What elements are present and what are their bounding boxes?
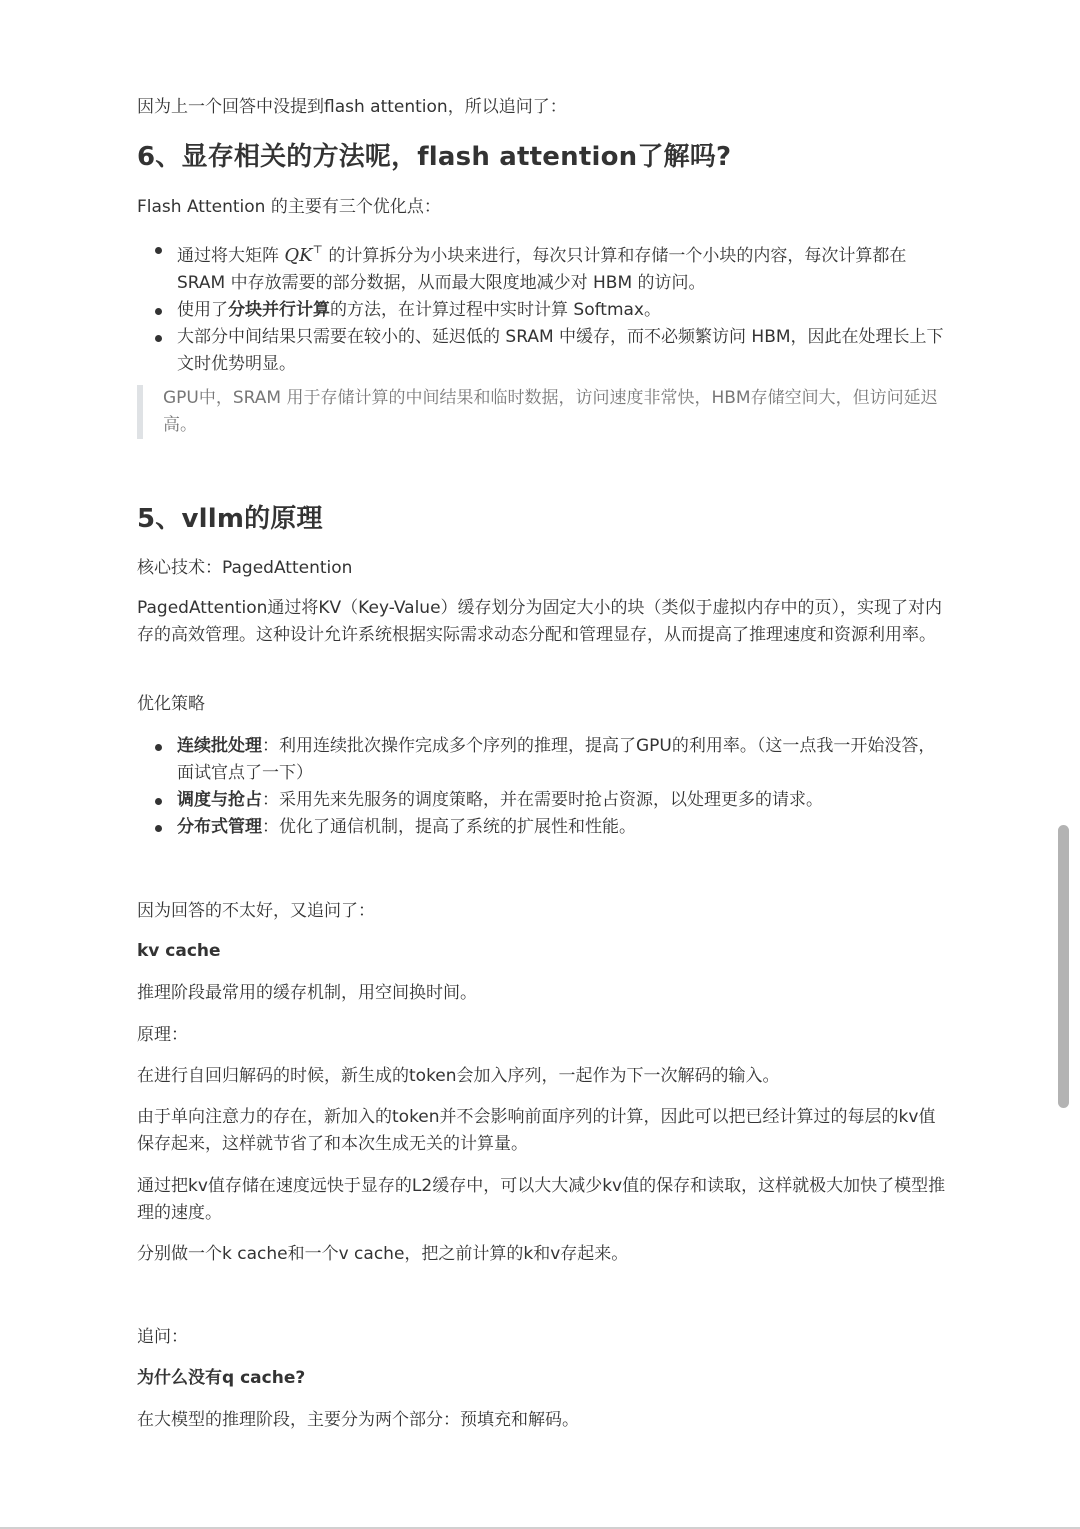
kv-summary: 推理阶段最常用的缓存机制，用空间换时间。 xyxy=(137,983,477,1003)
bullet-icon xyxy=(155,247,162,254)
list-item: 分布式管理：优化了通信机制，提高了系统的扩展性和性能。 xyxy=(177,814,947,841)
section5-heading: 5、vllm的原理 xyxy=(137,504,323,534)
kv-followup: 因为回答的不太好，又追问了： xyxy=(137,901,375,921)
q-followup: 追问： xyxy=(137,1327,188,1347)
list-item: 使用了分块并行计算的方法，在计算过程中实时计算 Softmax。 xyxy=(177,297,947,324)
bullet-icon xyxy=(155,825,162,832)
kv-paragraph-4: 分别做一个k cache和一个v cache，把之前计算的k和v存起来。 xyxy=(137,1244,629,1264)
bullet-icon xyxy=(155,744,162,751)
math-qk: QK⊤ xyxy=(284,243,323,266)
strategy-label: 优化策略 xyxy=(137,694,205,714)
section6-heading: 6、显存相关的方法呢，flash attention了解吗? xyxy=(137,142,732,172)
q-paragraph-1: 在大模型的推理阶段，主要分为两个部分：预填充和解码。 xyxy=(137,1410,579,1430)
bullet-icon xyxy=(155,308,162,315)
section6-lead: Flash Attention 的主要有三个优化点： xyxy=(137,197,441,217)
info-blockquote: GPU中，SRAM 用于存储计算的中间结果和临时数据，访问速度非常快，HBM存储空间大，但访问延迟高。 xyxy=(137,385,947,439)
kv-title: kv cache xyxy=(137,941,221,961)
bullet-icon xyxy=(155,798,162,805)
kv-paragraph-2: 由于单向注意力的存在，新加入的token并不会影响前面序列的计算，因此可以把已经计算过的每层的kv值保存起来，这样就节省了和本次生成无关的计算量。 xyxy=(137,1107,936,1154)
kv-paragraph-1: 在进行自回归解码的时候，新生成的token会加入序列，一起作为下一次解码的输入。 xyxy=(137,1066,780,1086)
bold-term: 分块并行计算 xyxy=(228,300,330,320)
q-title: 为什么没有q cache? xyxy=(137,1368,306,1388)
list-item: 大部分中间结果只需要在较小的、延迟低的 SRAM 中缓存，而不必频繁访问 HBM，因此在处理长上下文时优势明显。 xyxy=(177,324,947,378)
kv-paragraph-3: 通过把kv值存储在速度远快于显存的L2缓存中，可以大大减少kv值的保存和读取，这样就极大加快了模型推理的速度。 xyxy=(137,1176,946,1223)
list-item: 连续批处理：利用连续批次操作完成多个序列的推理，提高了GPU的利用率。（这一点我一开始没答，面试官点了一下） xyxy=(177,733,947,787)
core-tech-line: 核心技术：PagedAttention xyxy=(137,558,353,578)
paged-attention-paragraph: PagedAttention通过将KV（Key-Value）缓存划分为固定大小的块（类似于虚拟内存中的页），实现了对内存的高效管理。这种设计允许系统根据实际需求动态分配和管理显存，从而提高了推理速度和资源利用率。 xyxy=(137,598,943,645)
list-item: 通过将大矩阵 QK⊤ 的计算拆分为小块来进行，每次只计算和存储一个小块的内容，每次计算都在SRAM 中存放需要的部分数据，从而最大限度地减少对 HBM 的访问。 xyxy=(177,236,947,297)
vertical-scrollbar-thumb[interactable] xyxy=(1058,825,1069,1108)
principle-label: 原理： xyxy=(137,1025,188,1045)
section6-bullet-list xyxy=(137,236,947,378)
intro-line: 因为上一个回答中没提到flash attention，所以追问了： xyxy=(137,97,567,117)
bullet-icon xyxy=(155,335,162,342)
strategy-list xyxy=(137,733,947,841)
list-item: 调度与抢占：采用先来先服务的调度策略，并在需要时抢占资源，以处理更多的请求。 xyxy=(177,787,947,814)
